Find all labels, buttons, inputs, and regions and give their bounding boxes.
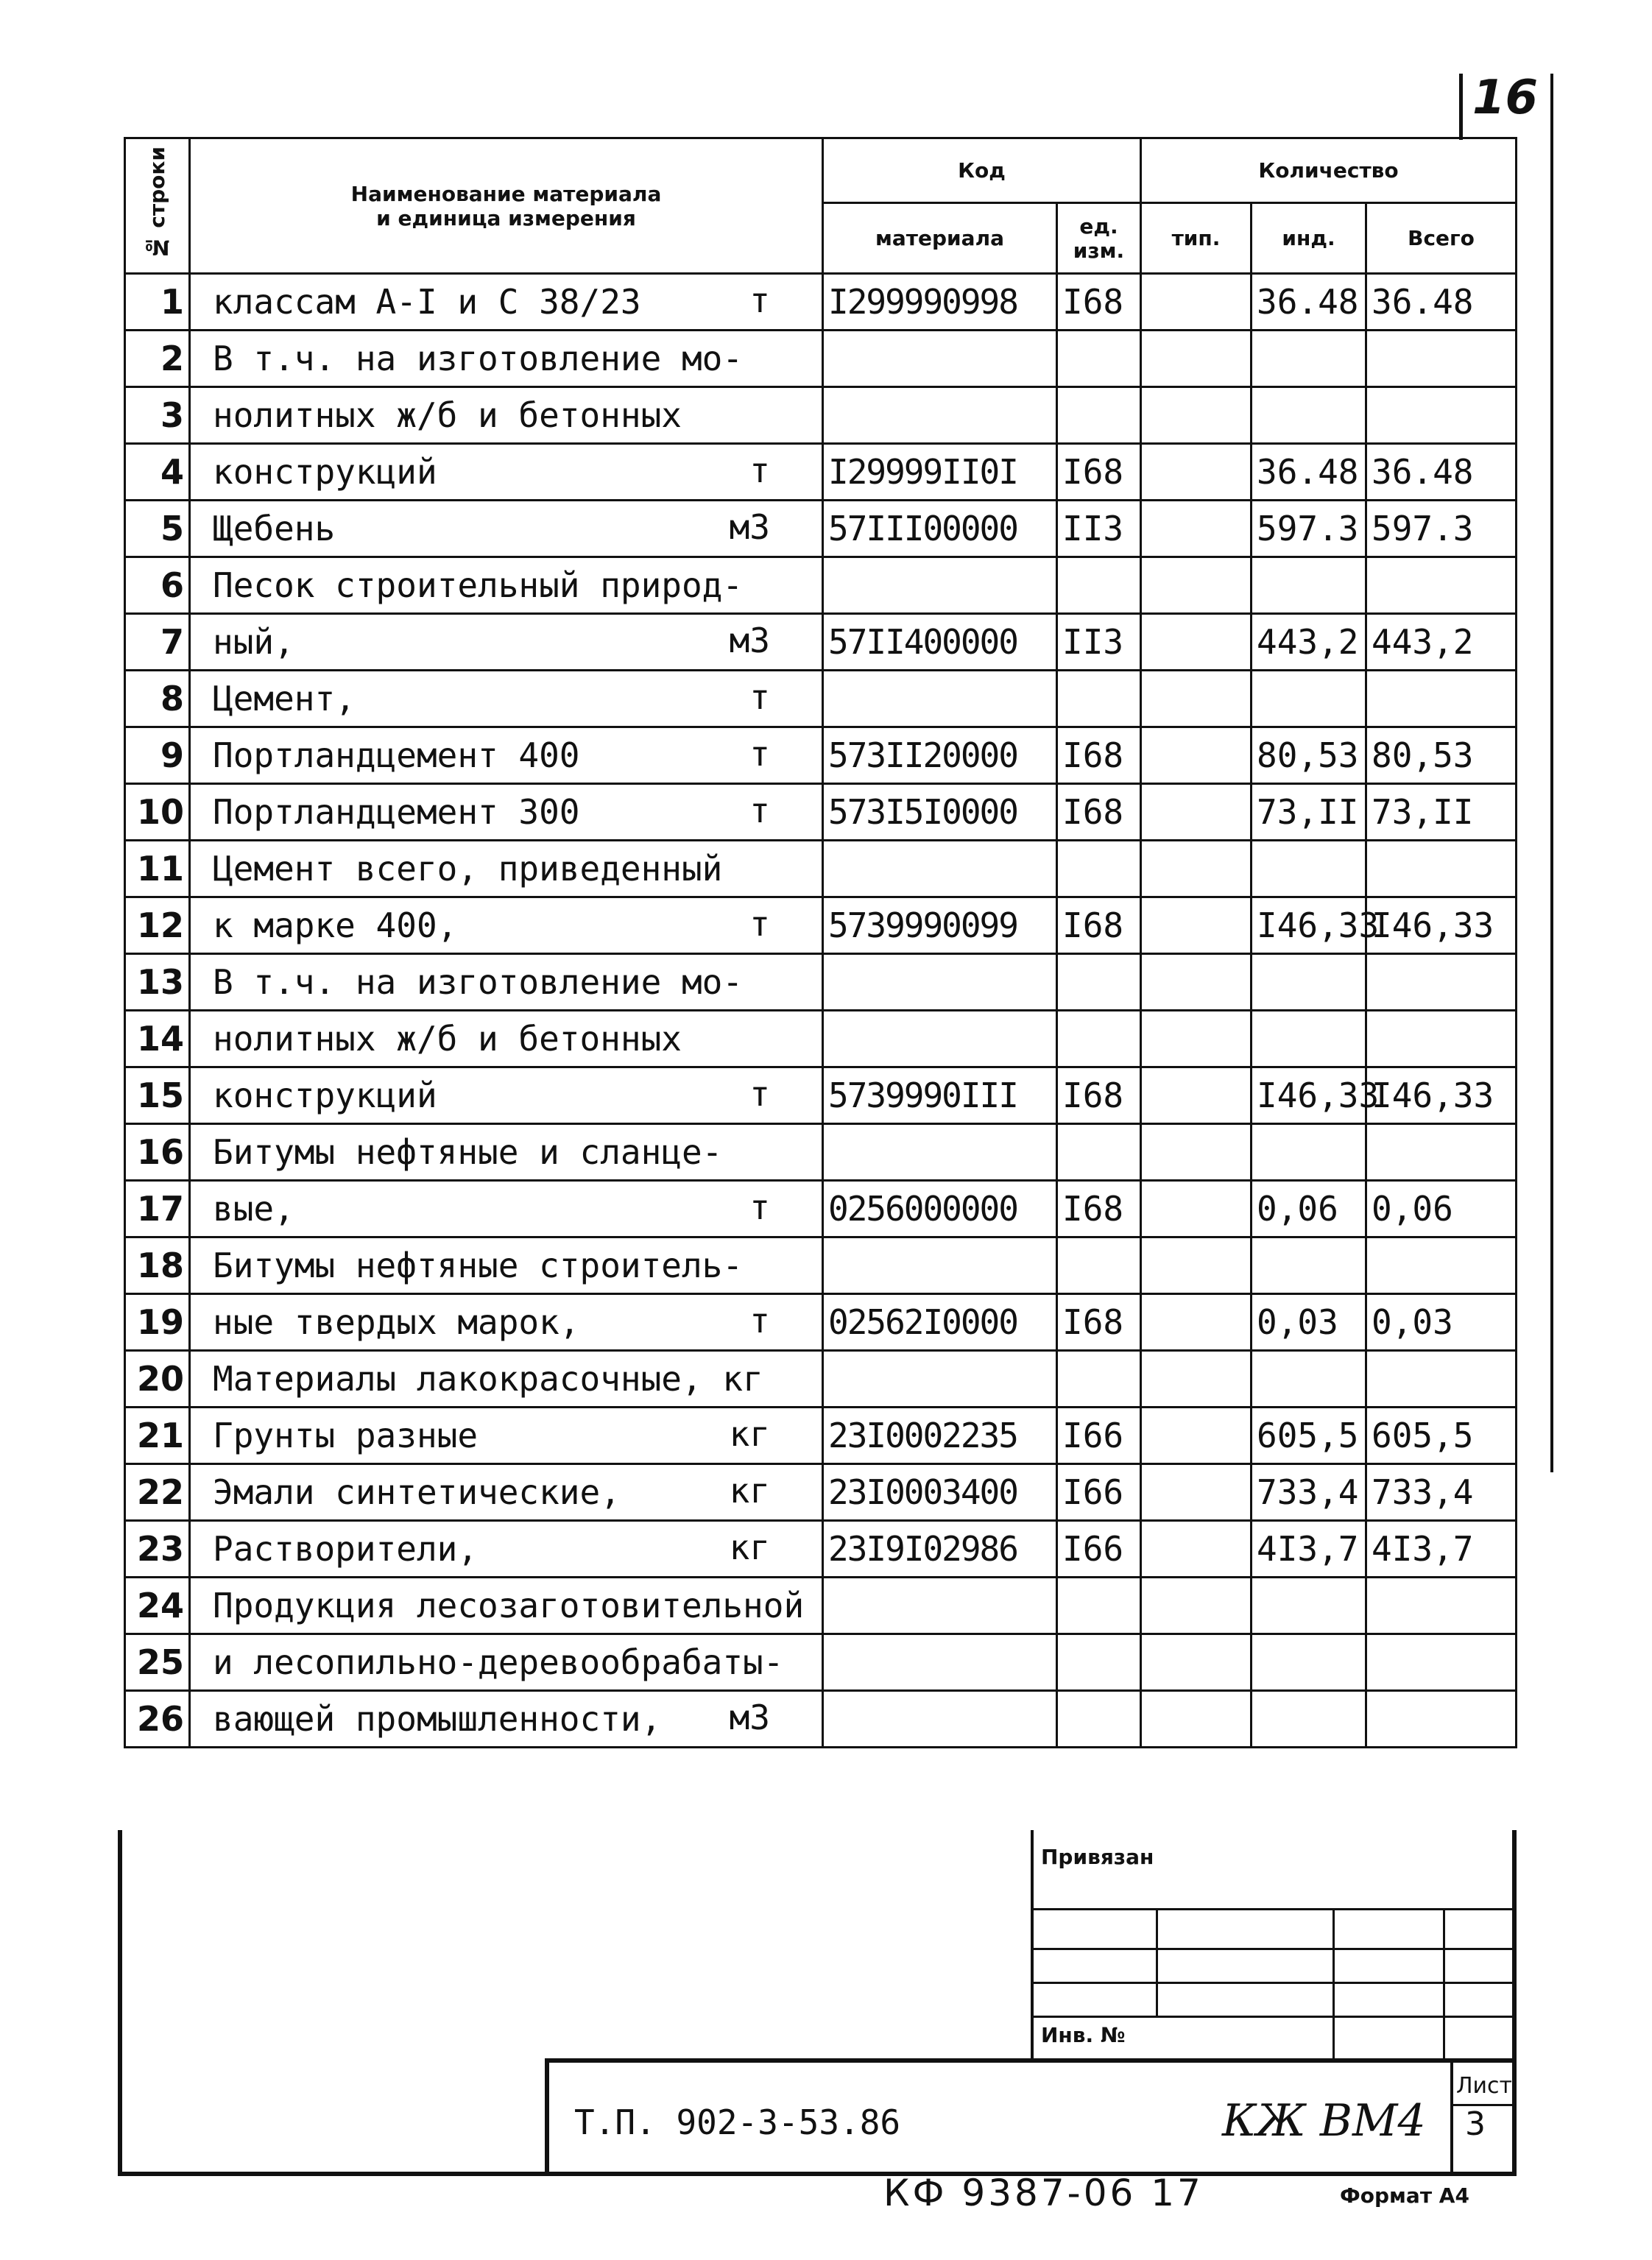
material-name-text: Цемент, — [213, 679, 356, 718]
ind-quantity-cell — [1252, 557, 1366, 614]
total-quantity-cell: 733,4 — [1366, 1464, 1517, 1521]
material-code-cell — [823, 1691, 1057, 1748]
ind-header: инд. — [1252, 203, 1366, 274]
row-number-cell: 20 — [125, 1351, 190, 1408]
row-number-cell: 4 — [125, 444, 190, 501]
material-name-text: вые, — [213, 1189, 294, 1229]
format-label: Формат А4 — [1340, 2183, 1469, 2208]
unit-code-cell: I68 — [1057, 444, 1141, 501]
privyazan-vline-1 — [1156, 1908, 1158, 2016]
material-code-cell: 573I5I0000 — [823, 784, 1057, 841]
ind-quantity-cell: 80,53 — [1252, 727, 1366, 784]
row-number-cell: 14 — [125, 1011, 190, 1067]
typ-quantity-cell — [1141, 1011, 1252, 1067]
total-quantity-cell: 443,2 — [1366, 614, 1517, 671]
total-quantity-cell — [1366, 954, 1517, 1011]
total-quantity-cell — [1366, 841, 1517, 897]
material-name-cell — [190, 387, 823, 444]
total-quantity-cell — [1366, 1237, 1517, 1294]
material-name-cell — [190, 1181, 823, 1237]
unit-code-cell — [1057, 954, 1141, 1011]
table-row — [125, 614, 1517, 671]
table-row — [125, 1351, 1517, 1408]
material-name-text: вающей промышленности, — [213, 1699, 662, 1739]
material-name-text: ный, — [213, 622, 294, 662]
typ-header: тип. — [1141, 203, 1252, 274]
material-name-cell — [190, 331, 823, 387]
material-code-cell: 573II20000 — [823, 727, 1057, 784]
row-number-cell: 9 — [125, 727, 190, 784]
material-code-cell — [823, 1634, 1057, 1691]
row-number-cell: 24 — [125, 1578, 190, 1634]
material-code-cell: 5739990099 — [823, 897, 1057, 954]
material-name-text: Песок строительный природ- — [213, 565, 744, 605]
unit-code-cell: I66 — [1057, 1521, 1141, 1578]
row-number-cell: 11 — [125, 841, 190, 897]
typ-quantity-cell — [1141, 784, 1252, 841]
material-name-cell — [190, 1351, 823, 1408]
typ-quantity-cell — [1141, 614, 1252, 671]
material-code-cell: 23I9I02986 — [823, 1521, 1057, 1578]
ind-quantity-cell — [1252, 1634, 1366, 1691]
unit-code-cell: I68 — [1057, 727, 1141, 784]
row-number-cell: 8 — [125, 671, 190, 727]
ind-quantity-cell: 36.48 — [1252, 444, 1366, 501]
material-code-cell: 5739990III — [823, 1067, 1057, 1124]
unit-code-cell: I66 — [1057, 1464, 1141, 1521]
material-name-cell — [190, 444, 823, 501]
typ-quantity-cell — [1141, 1294, 1252, 1351]
typ-quantity-cell — [1141, 897, 1252, 954]
material-name-text: Портландцемент 300 — [213, 792, 580, 832]
material-name-cell — [190, 1124, 823, 1181]
unit-code-cell — [1057, 1634, 1141, 1691]
material-name-text: Цемент всего, приведенный — [213, 849, 723, 889]
row-number-cell: 19 — [125, 1294, 190, 1351]
materials-table-area — [124, 137, 1515, 1830]
material-name-cell — [190, 614, 823, 671]
row-number-cell: 7 — [125, 614, 190, 671]
material-unit-text: м3 — [729, 621, 770, 660]
typ-quantity-cell — [1141, 1067, 1252, 1124]
unit-code-cell — [1057, 1237, 1141, 1294]
material-name-text: конструкций — [213, 1076, 437, 1115]
row-number-cell: 3 — [125, 387, 190, 444]
table-row — [125, 557, 1517, 614]
material-unit-text: т — [749, 1074, 770, 1114]
ind-quantity-cell: 597.3 — [1252, 501, 1366, 557]
row-number-cell: 10 — [125, 784, 190, 841]
right-margin-line — [1550, 74, 1553, 1472]
material-unit-text: т — [749, 677, 770, 717]
material-unit-text: м3 — [729, 507, 770, 547]
table-row — [125, 331, 1517, 387]
typ-quantity-cell — [1141, 1124, 1252, 1181]
unit-code-cell — [1057, 841, 1141, 897]
ind-quantity-cell: 36.48 — [1252, 274, 1366, 331]
ind-quantity-cell: 73,II — [1252, 784, 1366, 841]
table-row — [125, 1067, 1517, 1124]
total-quantity-cell: 605,5 — [1366, 1408, 1517, 1464]
material-unit-text: т — [749, 280, 770, 320]
ind-quantity-cell: 605,5 — [1252, 1408, 1366, 1464]
material-name-text: Продукция лесозаготовительной — [213, 1586, 805, 1625]
ind-quantity-cell — [1252, 1578, 1366, 1634]
row-number-cell: 2 — [125, 331, 190, 387]
table-row — [125, 1578, 1517, 1634]
privyazan-vline-2 — [1332, 1908, 1335, 2058]
material-name-text: Эмали синтетические, — [213, 1472, 621, 1512]
unit-code-cell: I68 — [1057, 1181, 1141, 1237]
code-group-header: Код — [823, 138, 1141, 203]
material-code-cell — [823, 387, 1057, 444]
material-code-cell — [823, 1351, 1057, 1408]
kf-stamp: КФ 9387-06 17 — [883, 2172, 1204, 2214]
material-code-cell — [823, 954, 1057, 1011]
total-quantity-cell: I46,33 — [1366, 897, 1517, 954]
table-row — [125, 1124, 1517, 1181]
unit-code-cell — [1057, 557, 1141, 614]
row-number-header: № строки — [125, 138, 190, 274]
unit-code-cell — [1057, 1578, 1141, 1634]
ind-quantity-cell: 0,06 — [1252, 1181, 1366, 1237]
material-name-text: конструкций — [213, 452, 437, 492]
typ-quantity-cell — [1141, 331, 1252, 387]
material-name-cell — [190, 1011, 823, 1067]
typ-quantity-cell — [1141, 727, 1252, 784]
typ-quantity-cell — [1141, 841, 1252, 897]
ind-quantity-cell: I46,33 — [1252, 897, 1366, 954]
table-row — [125, 1634, 1517, 1691]
row-number-cell: 21 — [125, 1408, 190, 1464]
typ-quantity-cell — [1141, 557, 1252, 614]
unit-header: ед. изм. — [1057, 203, 1141, 274]
unit-code-cell: I66 — [1057, 1408, 1141, 1464]
typ-quantity-cell — [1141, 1181, 1252, 1237]
material-name-header: Наименование материала и единица измерения — [190, 138, 823, 274]
total-quantity-cell — [1366, 331, 1517, 387]
material-name-cell — [190, 1464, 823, 1521]
typ-quantity-cell — [1141, 1634, 1252, 1691]
typ-quantity-cell — [1141, 1691, 1252, 1748]
material-unit-text: т — [749, 1187, 770, 1227]
table-row — [125, 671, 1517, 727]
table-row — [125, 897, 1517, 954]
material-name-text: Щебень — [213, 509, 336, 548]
material-code-cell — [823, 557, 1057, 614]
row-number-cell: 12 — [125, 897, 190, 954]
material-code-cell: 23I0003400 — [823, 1464, 1057, 1521]
table-row — [125, 1294, 1517, 1351]
typ-quantity-cell — [1141, 1464, 1252, 1521]
total-quantity-cell: I46,33 — [1366, 1067, 1517, 1124]
material-name-text: Битумы нефтяные строитель- — [213, 1246, 744, 1285]
sheet-label: Лист — [1456, 2073, 1513, 2099]
total-quantity-cell — [1366, 387, 1517, 444]
material-code-cell: 57II400000 — [823, 614, 1057, 671]
total-quantity-cell — [1366, 1011, 1517, 1067]
unit-code-cell — [1057, 1011, 1141, 1067]
ind-quantity-cell: 0,03 — [1252, 1294, 1366, 1351]
ind-quantity-cell: 443,2 — [1252, 614, 1366, 671]
table-row — [125, 1011, 1517, 1067]
ind-quantity-cell: I46,33 — [1252, 1067, 1366, 1124]
total-quantity-cell — [1366, 1634, 1517, 1691]
material-name-cell — [190, 727, 823, 784]
ind-quantity-cell — [1252, 841, 1366, 897]
table-row — [125, 1521, 1517, 1578]
typ-quantity-cell — [1141, 1578, 1252, 1634]
material-code-cell — [823, 1011, 1057, 1067]
material-code-cell — [823, 1237, 1057, 1294]
typ-quantity-cell — [1141, 954, 1252, 1011]
material-name-text: классам А-I и С 38/23 — [213, 282, 641, 322]
row-number-cell: 22 — [125, 1464, 190, 1521]
handwritten-mark: КЖ ВМ4 — [1222, 2095, 1426, 2147]
material-code-cell: 02562I0000 — [823, 1294, 1057, 1351]
row-number-cell: 25 — [125, 1634, 190, 1691]
quantity-group-header: Количество — [1141, 138, 1517, 203]
material-code-cell: 23I0002235 — [823, 1408, 1057, 1464]
ind-quantity-cell — [1252, 1691, 1366, 1748]
material-unit-text: т — [749, 904, 770, 944]
typ-quantity-cell — [1141, 1408, 1252, 1464]
row-number-cell: 16 — [125, 1124, 190, 1181]
material-code-cell — [823, 331, 1057, 387]
row-number-cell: 15 — [125, 1067, 190, 1124]
table-row — [125, 841, 1517, 897]
unit-code-cell: II3 — [1057, 614, 1141, 671]
ind-quantity-cell — [1252, 1124, 1366, 1181]
material-name-cell — [190, 1521, 823, 1578]
total-quantity-cell: 73,II — [1366, 784, 1517, 841]
unit-code-cell — [1057, 1124, 1141, 1181]
typ-quantity-cell — [1141, 501, 1252, 557]
material-unit-text: кг — [729, 1528, 770, 1567]
material-code-cell: 57III00000 — [823, 501, 1057, 557]
material-name-text: В т.ч. на изготовление мо- — [213, 962, 744, 1002]
table-row — [125, 1408, 1517, 1464]
total-header: Всего — [1366, 203, 1517, 274]
row-number-cell: 13 — [125, 954, 190, 1011]
typ-quantity-cell — [1141, 274, 1252, 331]
typ-quantity-cell — [1141, 671, 1252, 727]
table-row — [125, 501, 1517, 557]
material-name-text: нолитных ж/б и бетонных — [213, 395, 682, 435]
material-name-cell — [190, 557, 823, 614]
page-number: 16 — [1472, 71, 1539, 125]
material-name-text: Грунты разные — [213, 1416, 479, 1455]
ind-quantity-cell — [1252, 954, 1366, 1011]
typ-quantity-cell — [1141, 387, 1252, 444]
table-row — [125, 727, 1517, 784]
total-quantity-cell: 0,03 — [1366, 1294, 1517, 1351]
total-quantity-cell — [1366, 557, 1517, 614]
unit-code-cell — [1057, 671, 1141, 727]
ind-quantity-cell — [1252, 671, 1366, 727]
table-row — [125, 1237, 1517, 1294]
material-code-cell: I29999II0I — [823, 444, 1057, 501]
row-number-cell: 26 — [125, 1691, 190, 1748]
material-code-cell — [823, 1578, 1057, 1634]
total-quantity-cell — [1366, 1351, 1517, 1408]
unit-code-cell — [1057, 1351, 1141, 1408]
row-number-cell: 6 — [125, 557, 190, 614]
material-name-cell — [190, 897, 823, 954]
ind-quantity-cell — [1252, 1237, 1366, 1294]
material-unit-text: т — [749, 451, 770, 490]
material-code-cell: I299990998 — [823, 274, 1057, 331]
material-name-text: нолитных ж/б и бетонных — [213, 1019, 682, 1059]
ind-quantity-cell — [1252, 387, 1366, 444]
unit-code-cell: I68 — [1057, 1294, 1141, 1351]
unit-code-cell: I68 — [1057, 897, 1141, 954]
total-quantity-cell: 36.48 — [1366, 274, 1517, 331]
table-row — [125, 1691, 1517, 1748]
total-quantity-cell: 4I3,7 — [1366, 1521, 1517, 1578]
privyazan-vline-3 — [1443, 1908, 1445, 2058]
material-name-cell — [190, 841, 823, 897]
material-unit-text: т — [749, 791, 770, 830]
row-number-cell: 5 — [125, 501, 190, 557]
typ-quantity-cell — [1141, 1521, 1252, 1578]
document-code: Т.П. 902-3-53.86 — [574, 2102, 901, 2142]
typ-quantity-cell — [1141, 444, 1252, 501]
material-unit-text: т — [749, 734, 770, 774]
table-row — [125, 954, 1517, 1011]
material-name-text: В т.ч. на изготовление мо- — [213, 339, 744, 378]
material-code-cell — [823, 841, 1057, 897]
material-name-text: Битумы нефтяные и сланце- — [213, 1132, 723, 1172]
typ-quantity-cell — [1141, 1237, 1252, 1294]
total-quantity-cell — [1366, 1578, 1517, 1634]
material-code-cell — [823, 671, 1057, 727]
material-code-cell — [823, 1124, 1057, 1181]
material-name-text: Материалы лакокрасочные, кг — [213, 1359, 763, 1399]
material-name-cell — [190, 1294, 823, 1351]
table-row — [125, 784, 1517, 841]
ind-quantity-cell — [1252, 1011, 1366, 1067]
material-unit-text: м3 — [729, 1698, 770, 1737]
material-name-cell — [190, 274, 823, 331]
material-name-cell — [190, 1408, 823, 1464]
material-unit-text: кг — [729, 1414, 770, 1454]
table-row — [125, 1464, 1517, 1521]
unit-code-cell — [1057, 387, 1141, 444]
unit-code-cell — [1057, 1691, 1141, 1748]
row-number-cell: 1 — [125, 274, 190, 331]
material-name-text: и лесопильно-деревообрабаты- — [213, 1642, 784, 1682]
material-unit-text: кг — [729, 1471, 770, 1511]
unit-code-cell: I68 — [1057, 1067, 1141, 1124]
material-name-text: к марке 400, — [213, 905, 458, 945]
row-number-cell: 17 — [125, 1181, 190, 1237]
material-name-text: Портландцемент 400 — [213, 735, 580, 775]
materials-table — [124, 137, 1517, 1748]
table-row — [125, 444, 1517, 501]
material-name-text: Растворители, — [213, 1529, 479, 1569]
material-name-text: ные твердых марок, — [213, 1302, 580, 1342]
material-name-cell — [190, 954, 823, 1011]
table-row — [125, 387, 1517, 444]
table-row — [125, 1181, 1517, 1237]
total-quantity-cell: 597.3 — [1366, 501, 1517, 557]
material-code-cell: 0256000000 — [823, 1181, 1057, 1237]
material-name-cell — [190, 784, 823, 841]
ind-quantity-cell: 733,4 — [1252, 1464, 1366, 1521]
ind-quantity-cell — [1252, 1351, 1366, 1408]
total-quantity-cell: 36.48 — [1366, 444, 1517, 501]
material-name-cell — [190, 1578, 823, 1634]
material-name-cell — [190, 671, 823, 727]
unit-code-cell: II3 — [1057, 501, 1141, 557]
privyazan-label: Привязан — [1041, 1845, 1154, 1869]
total-quantity-cell — [1366, 1124, 1517, 1181]
unit-code-cell: I68 — [1057, 274, 1141, 331]
material-name-cell — [190, 1691, 823, 1748]
material-code-header: материала — [823, 203, 1057, 274]
inventory-number-label: Инв. № — [1041, 2023, 1126, 2047]
sheet-number: 3 — [1465, 2105, 1486, 2143]
material-name-cell — [190, 1634, 823, 1691]
material-unit-text: т — [749, 1301, 770, 1341]
ind-quantity-cell — [1252, 331, 1366, 387]
row-number-cell: 23 — [125, 1521, 190, 1578]
typ-quantity-cell — [1141, 1351, 1252, 1408]
total-quantity-cell: 0,06 — [1366, 1181, 1517, 1237]
table-row — [125, 274, 1517, 331]
total-quantity-cell: 80,53 — [1366, 727, 1517, 784]
material-name-cell — [190, 1237, 823, 1294]
total-quantity-cell — [1366, 671, 1517, 727]
ind-quantity-cell: 4I3,7 — [1252, 1521, 1366, 1578]
material-name-cell — [190, 1067, 823, 1124]
unit-code-cell — [1057, 331, 1141, 387]
title-block — [118, 1830, 1517, 2176]
row-number-cell: 18 — [125, 1237, 190, 1294]
unit-code-cell: I68 — [1057, 784, 1141, 841]
total-quantity-cell — [1366, 1691, 1517, 1748]
material-name-cell — [190, 501, 823, 557]
